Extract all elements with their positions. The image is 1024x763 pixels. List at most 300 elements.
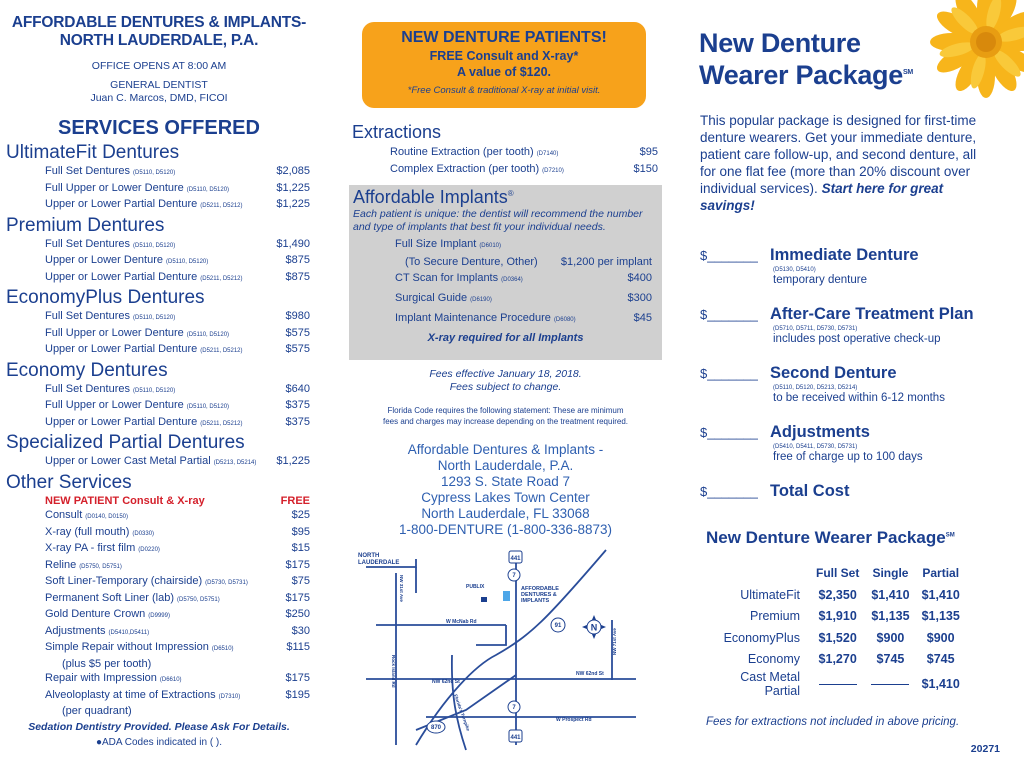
package-item-label: Adjustments [770,423,870,441]
service-row [0,270,318,287]
service-price: $1,225 [276,181,310,194]
service-code: (D5110, D5120) [186,186,230,193]
service-row [0,342,318,359]
service-name [45,270,243,287]
service-label: Full Upper or Lower Denture [45,399,184,411]
service-label: Reline [45,558,77,571]
office-marker-icon [503,591,510,601]
compass-north-label: N [590,622,598,633]
service-price: $175 [285,558,310,571]
service-name [45,197,243,214]
table-row [706,670,966,698]
right-panel [688,0,1024,763]
service-label: Gold Denture Crown [45,608,146,620]
service-row [0,688,318,705]
table-header: Full Set [816,566,860,580]
table-row-name: Premium [749,609,800,624]
service-price: $575 [285,343,310,355]
service-row [0,624,318,641]
service-label: Upper or Lower Partial Denture [45,415,198,428]
service-name [45,164,175,181]
implants-box [349,185,662,360]
service-code: (D5410,D5411) [108,629,150,636]
business-name-line1: AFFORDABLE DENTURES & IMPLANTS- [11,14,307,31]
table-row-name: UltimateFit [740,587,800,602]
package-title-line2: Wearer Package [699,60,903,90]
implants-heading [353,187,662,208]
extraction-row [390,162,658,179]
map-label-prospect: W Prospect Rd [556,717,592,723]
implant-label: Surgical Guide [395,292,468,304]
service-price: $875 [285,254,310,266]
implant-row [349,309,662,329]
service-label: Full Set Dentures [45,310,130,322]
map-label-nw62-right: NW 62nd St [576,671,604,677]
service-row [0,640,318,657]
table-row [706,649,966,671]
service-name [45,607,170,624]
implants-heading-text: Affordable Implants [353,187,508,207]
price-blank: $_______ [700,366,758,381]
address-line3: 1293 S. State Road 7 [440,474,571,489]
florida-line2: fees and charges may increase depending on the treatment required. [382,416,629,426]
service-label: Full Set Dentures [45,237,130,250]
general-dentist-label: GENERAL DENTIST [110,79,208,91]
service-row [0,197,318,214]
service-label: Repair with Impression [45,672,157,684]
road-shields [427,551,565,742]
package-item [700,423,1020,463]
service-name [45,382,175,399]
extractions-heading: Extractions [352,122,442,142]
service-name [45,541,160,558]
service-price: $175 [285,672,310,684]
compass-icon [582,615,606,639]
service-code: (D0140, D0150) [85,514,128,520]
service-row [0,326,318,343]
package-footnote: Fees for extractions not included in above pricing. [706,716,960,728]
service-name [45,309,175,326]
service-price: $115 [286,641,310,653]
package-item-codes: (D5130, D5410) [773,267,816,273]
package-item-note: to be received within 6-12 months [773,392,945,404]
service-price: $175 [285,591,310,604]
publix-marker-icon [481,597,487,602]
package-item-line [700,246,1020,265]
promo-line1: FREE Consult and X-ray* [429,49,579,63]
service-price: $250 [285,608,310,620]
service-label: Upper or Lower Partial Denture [45,198,198,210]
package-title [699,28,913,90]
extractions-list [390,145,658,179]
service-code: (D5750, D5751) [177,596,220,603]
package-item-label: After-Care Treatment Plan [770,305,974,323]
map-label-turnpike: Florida's Turnpike [453,693,471,732]
service-category: EconomyPlus Dentures [6,287,205,308]
table-cell: $1,410 [871,587,910,602]
implant-label: CT Scan for Implants [395,272,499,284]
service-name [45,640,234,657]
service-label: Full Upper or Lower Denture [45,181,184,194]
service-category: Economy Dentures [6,359,168,381]
service-code: (D5211, D5212) [200,420,243,427]
service-name [45,688,240,705]
service-name [45,253,208,270]
implant-row [349,269,662,289]
package-item [700,482,1020,501]
promo-box [362,22,646,108]
service-code: (D5110, D5120) [186,331,230,338]
implant-label: Implant Maintenance Procedure [395,312,551,324]
promo-footnote: *Free Consult & traditional X-ray at initial visit. [407,85,601,96]
service-label: X-ray (full mouth) [45,525,130,538]
implant-name [395,235,501,255]
extraction-code: (D7210) [542,168,564,174]
implant-price: $1,200 per implant [560,256,652,268]
service-code: (D5213, D5214) [213,460,257,466]
map-label-nw62: NW 62nd St [432,679,460,685]
extraction-label: Routine Extraction (per tooth) [390,146,534,158]
service-code: (D5211, D5212) [200,275,243,282]
implant-name [395,309,576,329]
map-label-publix: PUBLIX [466,584,485,590]
service-name [45,558,122,575]
service-label: Upper or Lower Partial Denture [45,270,198,283]
service-name [45,508,128,525]
table-cell: $1,135 [921,609,960,624]
bullet-icon: ● [95,736,102,748]
implant-name [395,289,492,309]
package-table-title [706,528,955,548]
table-cell: $1,910 [818,609,857,624]
table-cell: $745 [926,652,955,667]
map-roads [366,550,636,750]
service-row [0,508,318,525]
implants-description: Each patient is unique: the dentist will recommend the number and type of implants that best fit your individual needs. [353,208,643,233]
service-label: Alveoloplasty at time of Extractions [45,688,216,701]
map-label-rock-island: Rock Island Rd [391,655,396,688]
implant-sub-label: (To Secure Denture, Other) [405,256,538,268]
package-table-title-text: New Denture Wearer Package [706,528,946,547]
package-item-line [700,364,1020,383]
promo-line2: A value of $120. [456,65,552,79]
dentist-name: Juan C. Marcos, DMD, FICOI [90,92,228,104]
service-code: (D5110, D5120) [132,242,176,249]
package-item [700,246,1020,286]
service-name [45,671,182,688]
service-name [45,591,220,608]
sunflower-icon [914,0,1024,110]
shield-91-label: 91 [554,623,562,629]
service-row [0,541,318,558]
table-body [706,584,966,698]
service-code: (D5110, D5120) [132,387,176,394]
package-item-codes: (D5410, D5411, D5730, D5731) [773,444,858,450]
service-price: $875 [285,270,310,283]
implant-code: (D6080) [553,317,576,323]
service-code: (D5110, D5120) [132,315,176,321]
service-name [45,415,243,432]
service-code: (D7310) [218,693,241,700]
service-category: Specialized Partial Dentures [6,432,245,453]
price-blank: $_______ [700,248,758,263]
extraction-label: Complex Extraction (per tooth) [390,163,540,175]
package-item-line [700,482,1020,501]
shield-7-label: 7 [512,573,516,579]
service-category: Other Services [6,471,132,493]
service-name [45,525,154,542]
promo-title: NEW DENTURE PATIENTS! [401,29,607,46]
service-price: $95 [291,525,310,538]
price-blank: $_______ [700,307,758,322]
service-name [45,398,229,415]
service-row [0,558,318,575]
implant-code: (D0364) [501,277,523,283]
service-label: Consult [45,509,83,521]
middle-panel [342,0,667,763]
service-name [45,624,149,641]
implant-code: (D6190) [470,297,492,303]
florida-code-statement [349,406,662,427]
map-label-nw31: NW 31st Ave [399,575,404,602]
table-header-blank [706,562,810,584]
xray-required-note: X-ray required for all Implants [427,332,584,344]
implant-name [395,269,523,289]
ada-note-text: ADA Codes indicated in ( ). [101,736,223,748]
package-title-line1: New Denture [699,28,861,58]
table-row-name: Economy [747,652,800,667]
service-row [0,704,318,719]
package-item-label: Second Denture [770,364,897,382]
service-label: Upper or Lower Partial Denture [45,343,198,355]
extraction-row [390,145,658,162]
table-row [706,627,966,649]
service-price: FREE [280,494,310,507]
services-list [0,142,318,719]
service-price: $75 [291,575,310,587]
table-cell: $1,135 [871,609,910,624]
fees-line2: Fees subject to change. [449,381,562,393]
service-price: $2,085 [276,165,310,177]
service-name [45,494,205,509]
service-price: $640 [285,382,310,395]
address-line5: North Lauderdale, FL 33068 [421,506,590,521]
service-name [45,454,256,471]
service-code: (D5730, D5731) [205,580,248,586]
service-row [0,494,318,509]
table-cell [810,670,865,698]
service-name [45,342,243,359]
table-cell: $1,520 [818,630,857,645]
service-row [0,415,318,432]
service-code: (D0220) [138,547,160,553]
table-cell: $1,410 [921,587,960,602]
service-row [0,671,318,688]
service-row [0,253,318,270]
extraction-code: (D7140) [536,151,559,157]
table-header-row [706,562,966,584]
service-code: (D5750, D5751) [79,563,122,570]
location-map [356,545,656,760]
business-name-line2: NORTH LAUDERDALE, P.A. [59,32,259,49]
package-item-label: Total Cost [770,482,850,500]
implant-price: $300 [627,292,652,304]
address-line4: Cypress Lakes Town Center [421,490,590,505]
service-price: $195 [285,688,310,701]
service-price: $25 [291,509,310,521]
service-label: Upper or Lower Denture [45,254,164,266]
package-item-line [700,305,1020,324]
service-price: $575 [285,326,310,339]
service-label: (plus $5 per tooth) [62,657,152,670]
table-cell: $900 [876,630,905,645]
services-heading: SERVICES OFFERED [58,117,260,139]
service-label: Soft Liner-Temporary (chairside) [45,575,203,587]
service-row [0,574,318,591]
implant-price: $45 [633,312,652,324]
service-price: $15 [291,542,310,554]
service-label: Upper or Lower Cast Metal Partial [45,455,211,467]
package-intro-cta: Start here for great savings! [700,181,944,213]
table-cell: $745 [876,652,905,667]
service-row [0,164,318,181]
implant-label: Full Size Implant [395,238,477,250]
service-code: (D9999) [148,613,170,619]
service-price: $1,490 [276,237,310,250]
price-blank: $_______ [700,484,758,499]
service-label: Full Upper or Lower Denture [45,326,184,339]
service-row [0,309,318,326]
service-mark: SM [945,532,955,539]
package-item-note: free of charge up to 100 days [773,451,923,463]
service-row [0,398,318,415]
service-price: $980 [285,310,310,322]
left-panel [0,0,318,763]
service-category: Premium Dentures [6,214,165,236]
service-code: (D5110, D5120) [186,404,230,410]
service-row [0,454,318,471]
service-row [0,591,318,608]
fees-effective [349,368,662,394]
service-code: (D5110, D5120) [166,259,209,265]
package-item-line [700,423,1020,442]
service-row [0,181,318,198]
dash-line [819,684,857,685]
service-row [0,237,318,254]
service-label: NEW PATIENT Consult & X-ray [45,494,205,507]
ada-note [0,737,318,748]
table-cell [865,670,915,698]
table-header: Single [872,566,909,580]
table-row [706,584,966,606]
map-road [476,625,506,645]
package-intro [700,112,990,214]
implant-sub-row [349,255,662,269]
office-address [349,442,662,538]
service-code: (D6610) [159,677,182,683]
implants-list [349,269,662,329]
shield-870-label: 870 [430,725,442,731]
extraction-name [390,162,564,179]
service-category: UltimateFit Dentures [6,142,180,163]
service-label: Permanent Soft Liner (lab) [45,591,175,604]
service-mark: SM [902,69,913,76]
map-label-nw71: NW 71st Ave [612,628,617,655]
florida-line1: Florida Code requires the following statement: These are minimum [387,406,624,415]
map-label-mcnab: W McNab Rd [446,619,477,625]
service-label: (per quadrant) [62,705,132,717]
business-name [0,14,318,50]
service-price: $375 [285,415,310,428]
service-label: Adjustments [45,624,106,637]
service-code: (D5211, D5212) [200,203,243,209]
service-label: Simple Repair without Impression [45,641,209,653]
service-row [0,382,318,399]
service-row [0,657,318,672]
table-row-name: EconomyPlus [723,630,800,645]
address-line1: Affordable Dentures & Implants - [407,442,604,457]
table-cell: $1,270 [818,652,857,667]
implant-row [349,235,662,255]
shield-441-label: 441 [510,556,521,562]
implant-row [349,289,662,309]
table-cell: $1,410 [921,677,960,691]
extraction-name [390,145,558,162]
service-code: (D6510) [211,646,234,652]
service-price: $30 [291,624,310,637]
table-cell: $900 [926,630,955,645]
service-name [45,574,248,591]
map-label-office-2: DENTURES & [521,592,557,598]
package-item-note: includes post operative check-up [773,333,941,345]
service-label: Full Set Dentures [45,382,130,395]
service-price: $1,225 [276,198,310,210]
package-intro-text: This popular package is designed for first-time denture wearers. Get your immediate denture, patient care follow-up, and second denture, all for one flat fee (more than 20% discount over individual services). [700,113,977,196]
service-name [45,237,175,254]
table-header: Partial [922,566,960,580]
map-label-north-lauderdale: NORTH LAUDERDALE [358,553,400,566]
extraction-price: $150 [633,163,658,175]
package-pricing-table [706,562,966,698]
service-price: $375 [285,399,310,411]
dash-line [871,684,909,685]
table-cell: $2,350 [818,587,857,602]
package-item-codes: (D5710, D5711, D5730, D5731) [773,326,858,332]
service-row [0,607,318,624]
service-name [62,657,151,672]
office-hours: OFFICE OPENS AT 8:00 AM [91,60,227,72]
map-label-office-1: AFFORDABLE [521,586,559,592]
address-line2: North Lauderdale, P.A. [437,458,574,473]
phone-number: 1-800-DENTURE (1-800-336-8873) [398,522,613,537]
service-name [45,181,229,198]
fees-line1: Fees effective January 18, 2018. [429,368,582,380]
registered-mark: ® [507,189,514,198]
implant-price: $400 [627,272,652,284]
service-code: (D5110, D5120) [132,170,176,176]
service-label: X-ray PA - first film [45,542,136,554]
package-item-note: temporary denture [773,274,867,286]
shield-7b-label: 7 [512,705,516,711]
table-row-name: Cast Metal Partial [740,670,800,698]
sedation-note: Sedation Dentistry Provided. Please Ask For Details. [28,720,290,733]
package-item [700,364,1020,404]
extraction-price: $95 [639,146,658,158]
service-row [0,525,318,542]
table-row [706,606,966,628]
service-name [62,704,132,719]
service-code: (D0330) [132,530,155,537]
